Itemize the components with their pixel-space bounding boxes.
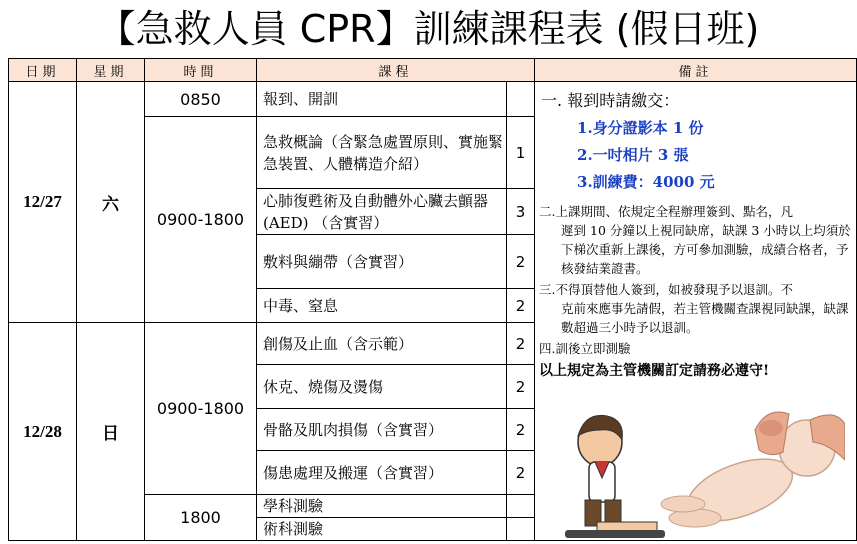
header-notes: 備註 bbox=[535, 59, 857, 82]
course-name: 急救概論（含緊急處置原則、實施緊急裝置、人體構造介紹） bbox=[257, 117, 507, 189]
day2-session-time: 0900-1800 bbox=[145, 323, 257, 495]
day2-weekday: 日 bbox=[77, 323, 145, 541]
day1-weekday: 六 bbox=[77, 82, 145, 323]
course-hours: 2 bbox=[507, 365, 535, 409]
header-course: 課程 bbox=[257, 59, 535, 82]
course-name: 敷料與繃帶（含實習） bbox=[257, 235, 507, 289]
notes-item: 2.一吋相片 3 張 bbox=[577, 146, 689, 164]
course-name: 休克、燒傷及燙傷 bbox=[257, 365, 507, 409]
schedule-table bbox=[8, 58, 857, 541]
course-hours: 2 bbox=[507, 409, 535, 451]
course-name: 骨骼及肌肉損傷（含實習） bbox=[257, 409, 507, 451]
course-name: 心肺復甦術及自動體外心臟去顫器(AED) （含實習） bbox=[257, 189, 507, 235]
course-hours: 2 bbox=[507, 289, 535, 323]
course-hours: 2 bbox=[507, 323, 535, 365]
notes-rule-2: 二.上課期間、依規定全程辦理簽到、點名，凡 遲到 10 分鐘以上視同缺席，缺課 3 小時以上均須於下梯次重新上課後，方可參加測驗，成績合格者，予核發結業證書。 bbox=[539, 204, 851, 276]
exam-name: 學科測驗 bbox=[257, 495, 507, 518]
course-name: 傷患處理及搬運（含實習） bbox=[257, 451, 507, 495]
notes-rule-3: 三.不得頂替他人簽到，如被發現予以退訓。不 克前來應事先請假，若主管機關查課視同缺課，缺課數超過三小時予以退訓。 bbox=[539, 282, 849, 335]
course-name: 中毒、窒息 bbox=[257, 289, 507, 323]
rescuer-figure bbox=[565, 415, 665, 538]
header-day: 星期 bbox=[77, 59, 145, 82]
notes-panel bbox=[535, 82, 857, 541]
notes-heading: 一. 報到時請繳交： bbox=[541, 91, 680, 110]
course-name: 報到、開訓 bbox=[257, 82, 507, 117]
course-hours: 1 bbox=[507, 117, 535, 189]
header-time: 時間 bbox=[145, 59, 257, 82]
course-hours: 2 bbox=[507, 235, 535, 289]
day1-session-time: 0900-1800 bbox=[145, 117, 257, 323]
notes-closing: 以上規定為主管機關訂定請務必遵守! bbox=[539, 363, 770, 379]
day1-date: 12/27 bbox=[9, 82, 77, 323]
table-header-row bbox=[9, 59, 857, 82]
course-hours: 2 bbox=[507, 451, 535, 495]
exam-name: 術科測驗 bbox=[257, 518, 507, 541]
page-title: 【急救人員 CPR】訓練課程表 (假日班) bbox=[97, 7, 760, 51]
cpr-illustration bbox=[545, 400, 845, 542]
table-row bbox=[9, 82, 857, 117]
day2-exam-time: 1800 bbox=[145, 495, 257, 541]
day2-date: 12/28 bbox=[9, 323, 77, 541]
notes-item: 1.身分證影本 1 份 bbox=[577, 119, 704, 137]
header-date: 日期 bbox=[9, 59, 77, 82]
course-name: 創傷及止血（含示範） bbox=[257, 323, 507, 365]
notes-item: 3.訓練費：4000 元 bbox=[577, 173, 715, 191]
notes-rule-4: 四.訓後立即測驗 bbox=[539, 341, 631, 356]
day1-checkin-time: 0850 bbox=[145, 82, 257, 117]
course-hours: 3 bbox=[507, 189, 535, 235]
infant-manikin bbox=[661, 412, 845, 533]
